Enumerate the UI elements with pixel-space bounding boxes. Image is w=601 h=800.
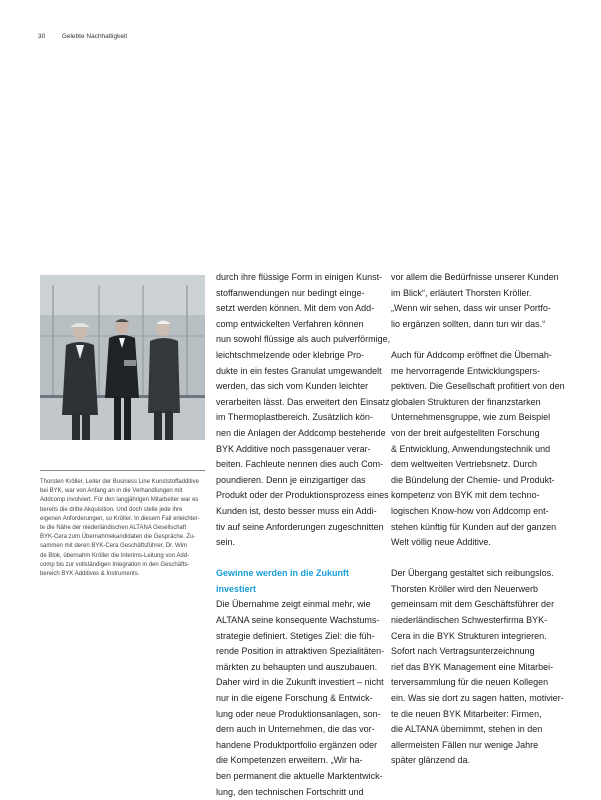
- running-header: [38, 33, 127, 40]
- body-line: allermeisten Fällen nur wenige Jahre: [391, 739, 539, 750]
- caption-line: Addcomp involviert. Für den langjährigen Mitarbeiter war es: [40, 497, 199, 504]
- body-line: sein.: [216, 537, 236, 548]
- body-line: Sofort nach Vertragsunterzeichnung: [391, 646, 535, 657]
- body-line: kompetenz von BYK mit dem techno-: [391, 490, 540, 501]
- body-line: leichtschmelzende oder klebrige Pro-: [216, 349, 365, 360]
- body-line: später glänzend da.: [391, 755, 471, 766]
- body-line: verarbeiten lässt. Das erweitert den Einsatz: [216, 396, 390, 407]
- body-line: lung oder neue Produktionsanlagen, son-: [216, 708, 381, 719]
- caption-line: Thorsten Kröller, Leiter der Business Line Kunststoffadditive: [40, 479, 199, 485]
- body-line: rief das BYK Management eine Mitarbei-: [391, 661, 554, 672]
- body-line: dem weltweiten Vertriebsnetz. Durch: [391, 459, 538, 470]
- paragraph: [391, 566, 564, 769]
- text-column-left: [216, 270, 391, 800]
- body-line: niederländischen Schwesterfirma BYK-: [391, 615, 548, 626]
- body-line: die ALTANA übernimmt, stehen in den: [391, 724, 543, 735]
- body-line: im Blick“, erläutert Thorsten Kröller.: [391, 287, 532, 298]
- page-number: 30: [38, 33, 46, 40]
- body-line: „Wenn wir sehen, dass wir unser Portfo-: [391, 303, 551, 314]
- body-line: Auch für Addcomp eröffnet die Übernah-: [391, 349, 552, 360]
- body-line: lung, den technischen Fortschritt und: [216, 786, 364, 797]
- section-title: Gelebte Nachhaltigkeit: [61, 33, 128, 40]
- paragraph: [391, 270, 561, 332]
- body-line: nun sowohl flüssige als auch pulverförmige,: [216, 334, 391, 345]
- caption-line: te die Nähe der niederländischen ALTANA Gesellschaft: [40, 525, 187, 532]
- body-line: Die Übernahme zeigt einmal mehr, wie: [216, 599, 371, 610]
- body-line: & Entwicklung, Anwendungstechnik und: [391, 443, 551, 454]
- caption-line: comp bis zur vollständigen Integration in den Geschäfts-: [40, 561, 190, 568]
- body-line: poundieren. Denn je einzigartiger das: [216, 474, 366, 485]
- text-column-right: [391, 270, 565, 769]
- body-line: dukte in ein festes Granulat umgewandelt: [216, 365, 382, 376]
- body-line: stehen künftig für Kunden auf der ganzen: [391, 521, 557, 532]
- caption-line: BYK-Cera zum Übernahmekandidaten die Gespräche. Zu-: [40, 534, 196, 541]
- body-line: nur in die eigene Forschung & Entwick-: [216, 693, 373, 704]
- caption-line: bereits die dritte Akquisition. Und doch stelle jede ihre: [40, 506, 183, 513]
- body-line: von der breit aufgestellten Forschung: [391, 427, 540, 438]
- body-line: Unternehmensgruppe, wie zum Beispiel: [391, 412, 551, 423]
- photo-illustration: [40, 275, 205, 440]
- body-line: die Bündelung der Chemie- und Produkt-: [391, 474, 555, 485]
- paragraph: [216, 270, 391, 551]
- body-line: globalen Strukturen der finanzstarken: [391, 396, 541, 407]
- caption-line: bei BYK, war von Anfang an in die Verhandlungen mit: [40, 488, 183, 495]
- body-line: Thorsten Kröller wird den Neuerwerb: [391, 583, 539, 594]
- body-line: lio ergänzen sollten, dann tun wir das.“: [391, 318, 546, 329]
- body-line: stoffanwendungen nur bedingt einge-: [216, 287, 365, 298]
- body-line: die Kompetenzen erweitern. „Wir ha-: [216, 755, 363, 766]
- body-line: terversammlung für die neuen Kollegen: [391, 677, 549, 688]
- body-line: Cera in die BYK Strukturen integrieren.: [391, 630, 547, 641]
- body-line: BYK Additive noch passgenauer verar-: [216, 443, 371, 454]
- body-line: Kunden ist, desto besser muss ein Addi-: [216, 505, 377, 516]
- body-line: ein. Was sie dort zu sagen hatten, motivier-: [391, 693, 564, 704]
- body-line: märkten zu behaupten und auszubauen.: [216, 661, 378, 672]
- body-line: Welt völlig neue Additive.: [391, 537, 491, 548]
- photo-three-men-office: [40, 275, 205, 440]
- body-line: ben permanent die aktuelle Marktentwick-: [216, 771, 383, 781]
- body-line: ALTANA seine konsequente Wachstums-: [216, 615, 380, 626]
- caption-line: de Blok, übernahm Kröller die Interims-Leitung von Add-: [40, 552, 190, 559]
- caption-line: sammen mit deren BYK-Cera Geschäftsführer, Dr. Wim: [40, 543, 188, 550]
- body-line: setzt werden können. Mit dem von Add-: [216, 303, 375, 314]
- body-line: me hervorragende Entwicklungspers-: [391, 365, 541, 376]
- body-line: durch ihre flüssige Form in einigen Kunst-: [216, 272, 383, 282]
- body-line: Produkt oder der Produktionsprozess eines: [216, 490, 389, 501]
- body-line: tiv auf seine Anforderungen zugeschnitten: [216, 521, 384, 532]
- body-line: Der Übergang gestaltet sich reibungslos.: [391, 568, 554, 579]
- caption-divider: [40, 470, 205, 471]
- body-line: strategie definiert. Stetiges Ziel: die füh-: [216, 630, 375, 641]
- body-line: comp entwickelten Verfahren können: [216, 318, 364, 329]
- body-line: im Thermoplastbereich. Zusätzlich kön-: [216, 412, 373, 423]
- paragraph: [216, 597, 386, 800]
- body-line: vor allem die Bedürfnisse unserer Kunden: [391, 272, 559, 282]
- subheading-line: Gewinne werden in die Zukunft: [216, 568, 350, 579]
- caption-line: bereich BYK Additives & Instruments.: [40, 571, 140, 578]
- subheading: [216, 566, 386, 597]
- body-line: werden, das sich vom Kunden leichter: [216, 381, 369, 392]
- body-line: Daher wird in die Zukunft investiert – nicht: [216, 677, 384, 688]
- body-line: logischen Know-how von Addcomp ent-: [391, 505, 549, 516]
- paragraph: [391, 348, 565, 551]
- caption-line: eigenen Anforderungen, so Kröller. In diesem Fall erleichter-: [40, 515, 200, 522]
- body-line: dern auch in Unternehmen, die das vor-: [216, 724, 375, 735]
- body-line: nen die Anlagen der Addcomp bestehende: [216, 427, 386, 438]
- body-line: pektiven. Die Gesellschaft profitiert von den: [391, 381, 565, 392]
- body-line: te die neuen BYK Mitarbeiter: Firmen,: [391, 708, 542, 719]
- photo-caption: [40, 478, 205, 579]
- body-line: rende Position in attraktiven Spezialitäten-: [216, 646, 385, 657]
- body-line: gemeinsam mit dem Geschäftsführer der: [391, 599, 555, 610]
- body-line: handene Produktportfolio ergänzen oder: [216, 739, 378, 750]
- body-line: beiten. Fachleute nennen dies auch Com-: [216, 459, 384, 470]
- subheading-line: investiert: [216, 583, 257, 594]
